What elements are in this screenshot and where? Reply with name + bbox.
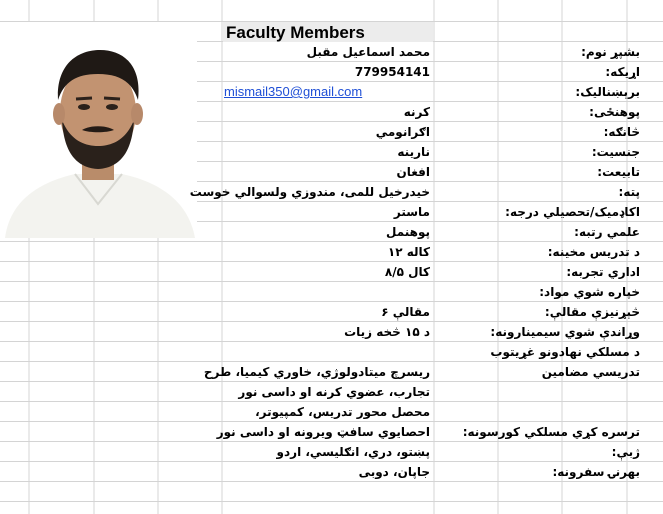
field-label: اکاډمیک/تحصیلي درجه:: [505, 205, 640, 219]
field-label: وړاندې شوي سیمینارونه:: [490, 325, 640, 339]
field-value: کال ۸/۵: [384, 265, 430, 279]
field-label: څانګه:: [603, 125, 640, 139]
field-value: ماستر: [393, 205, 430, 219]
field-label: ترسره کړي مسلکي کورسونه:: [462, 425, 640, 439]
sheet-title: Faculty Members: [226, 23, 365, 42]
field-value: پوهنمل: [385, 225, 430, 239]
field-value: افغان: [396, 165, 430, 179]
field-value: نارینه: [397, 145, 430, 159]
field-value: کاله ۱۲: [387, 245, 430, 259]
field-label: برېښنالیک:: [575, 85, 640, 99]
field-value: تجارب، عضوي کرنه او داسی نور: [238, 385, 430, 399]
field-label: خپاره شوي مواد:: [539, 285, 640, 299]
field-value: کرنه: [403, 105, 430, 119]
field-label: جنسیت:: [591, 145, 640, 159]
field-label: د مسلکي نهادونو غړیتوب: [490, 345, 640, 359]
field-value: د ۱۵ څخه زیات: [344, 325, 430, 339]
field-value: محمد اسماعیل مقبل: [306, 45, 430, 59]
field-value: محصل محور تدریس، کمپیوتر،: [255, 405, 430, 419]
field-label: د تدریس مخینه:: [547, 245, 640, 259]
field-value: پښتو، دري، انګلیسي، اردو: [276, 445, 430, 459]
field-label: اړیکه:: [605, 65, 640, 79]
field-value: مقالې ۶: [381, 305, 430, 319]
field-label: علمي رتبه:: [574, 225, 640, 239]
field-value: 779954141: [354, 65, 430, 79]
field-value: احصایوي سافټ ویرونه او داسی نور: [216, 425, 430, 439]
field-label: پته:: [618, 185, 640, 199]
profile-photo: [0, 22, 197, 238]
field-value: جاپان، دوبی: [358, 465, 430, 479]
field-label: تابیعت:: [597, 165, 640, 179]
field-label: بهرنۍ سفرونه:: [552, 465, 640, 479]
field-value: اګرانومي: [375, 125, 430, 139]
field-value: ریسرچ میتادولوژي، خاوري کیمیا، طرح: [203, 365, 430, 379]
field-label: پوهنځی:: [589, 105, 640, 119]
field-label: بشپړ نوم:: [581, 45, 640, 59]
field-label: ژبې:: [611, 445, 640, 459]
field-value: خیدرخیل للمی، مندوزي ولسوالي خوست: [189, 185, 430, 199]
email-link[interactable]: mismail350@gmail.com: [224, 84, 363, 99]
field-label: اداري تجربه:: [566, 265, 640, 279]
field-label: څېړنیزې مقالې:: [544, 305, 640, 319]
field-label: تدریسي مضامین: [541, 365, 640, 379]
